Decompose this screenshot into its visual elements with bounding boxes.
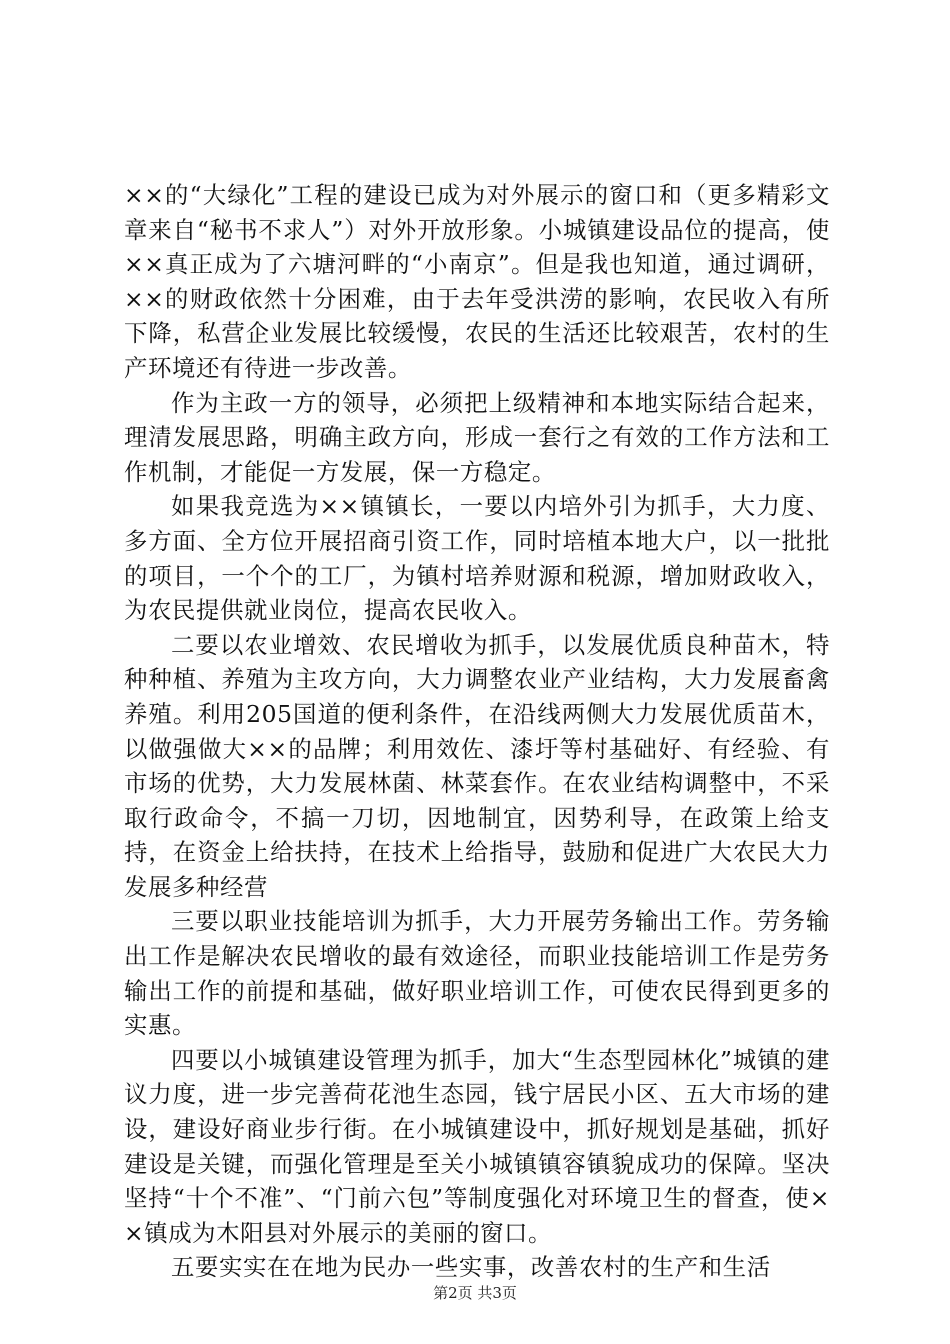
paragraph-7: 五要实实在在地为民办一些实事，改善农村的生产和生活 [171,1253,771,1282]
document-body [124,178,830,1285]
paragraph-6: 四要以小城镇建设管理为抓手，加大“生态型园林化”城镇的建议力度，进一步完善荷花池生态园，钱宁居民小区、五大市场的建设，建设好商业步行街。在小城镇建设中，抓好规划是基础，抓好建设是关键，而强化管理是至关小城镇镇容镇貌成功的保障。坚决坚持“十个不准”、“门前六包”等制度强化对环境卫生的督查，使××镇成为木阳县对外展示的美丽的窗口。 [124,1045,830,1247]
page-footer: 第2页 共3页 [433,1284,517,1302]
paragraph-3: 如果我竞选为××镇镇长，一要以内培外引为抓手，大力度、多方面、全方位开展招商引资工作，同时培植本地大户，以一批批的项目，一个个的工厂，为镇村培养财源和税源，增加财政收入，为农民提供就业岗位，提高农民收入。 [124,492,830,625]
paragraph-1: ××的“大绿化”工程的建设已成为对外展示的窗口和（更多精彩文章来自“秘书不求人”）对外开放形象。小城镇建设品位的提高，使××真正成为了六塘河畔的“小南京”。但是我也知道，通过调研，××的财政依然十分困难，由于去年受洪涝的影响，农民收入有所下降，私营企业发展比较缓慢，农民的生活还比较艰苦，农村的生产环境还有待进一步改善。 [124,181,830,382]
paragraph-2: 作为主政一方的领导，必须把上级精神和本地实际结合起来，理清发展思路，明确主政方向，形成一套行之有效的工作方法和工作机制，才能促一方发展，保一方稳定。 [124,388,830,486]
paragraph-4: 二要以农业增效、农民增收为抓手，以发展优质良种苗木，特种种植、养殖为主攻方向，大力调整农业产业结构，大力发展畜禽养殖。利用205国道的便利条件，在沿线两侧大力发展优质苗木，以做强做大××的品牌；利用效佐、漆圩等村基础好、有经验、有市场的优势，大力发展林菌、林菜套作。在农业结构调整中，不采取行政命令，不搞一刀切，因地制宜，因势利导，在政策上给支持，在资金上给扶持，在技术上给指导，鼓励和促进广大农民大力发展多种经营 [124,630,830,901]
paragraph-5: 三要以职业技能培训为抓手，大力开展劳务输出工作。劳务输出工作是解决农民增收的最有效途径，而职业技能培训工作是劳务输出工作的前提和基础，做好职业培训工作，可使农民得到更多的实惠。 [124,907,830,1040]
